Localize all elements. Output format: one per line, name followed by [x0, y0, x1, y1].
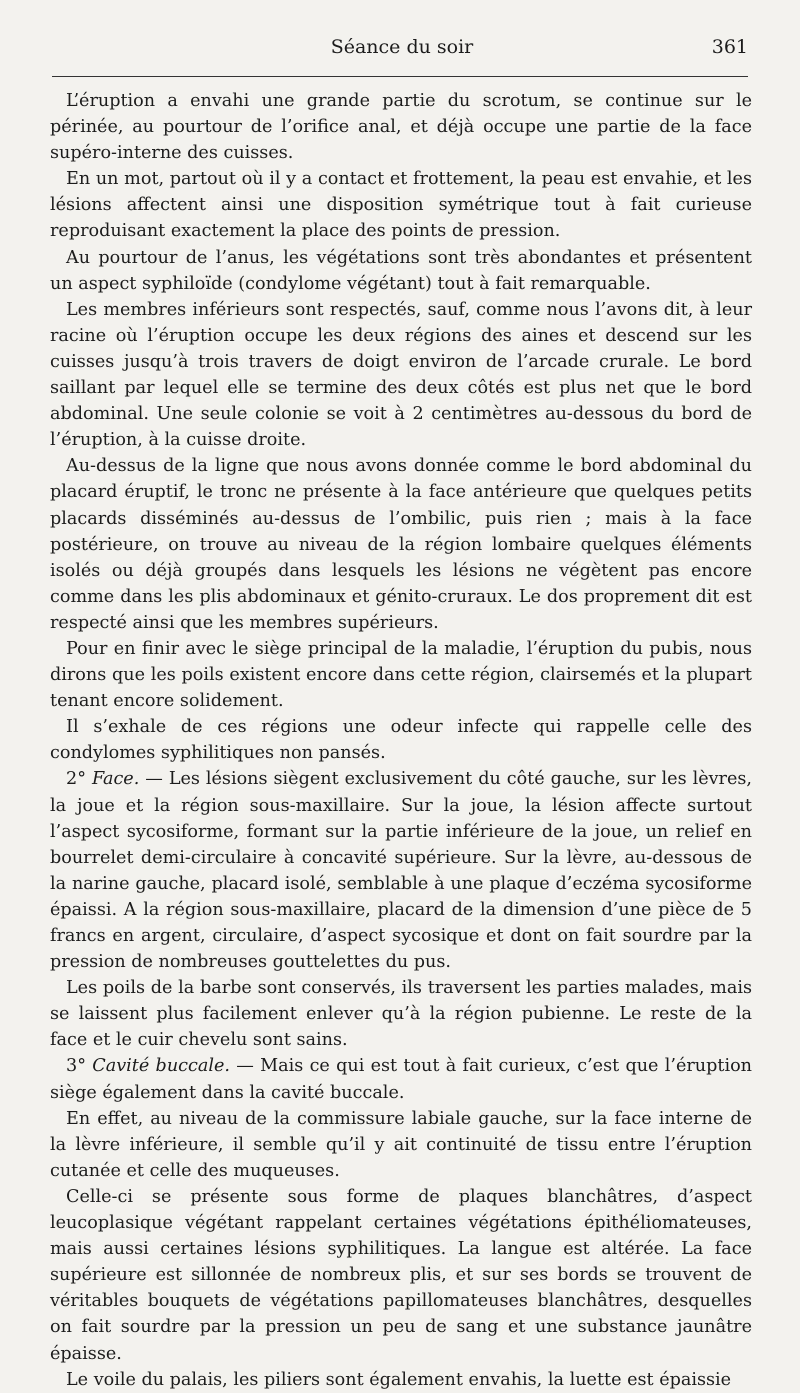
paragraph: L’éruption a envahi une grande partie du scrotum, se continue sur le périnée, au pourtour de l’orifice anal, et déjà occupe une partie de la face supéro-interne des cuisses.: [50, 91, 752, 164]
paragraph: Pour en finir avec le siège principal de la maladie, l’éruption du pubis, nous dirons que les poils existent encore dans cette région, clairsemés et la plupart tenant encore solidement.: [50, 638, 752, 712]
running-header: [52, 36, 752, 64]
page-number: 361: [711, 36, 748, 58]
section-number: 3°: [66, 1056, 93, 1077]
section-number: 2°: [66, 769, 92, 790]
paragraph: Le voile du palais, les piliers sont également envahis, la luette est épaissie: [66, 1369, 732, 1390]
paragraph: Les poils de la barbe sont conservés, ils traversent les parties malades, mais se laissent plus facilement enlever qu’à la région pubienne. Le reste de la face et le cuir chevelu sont sains.: [50, 978, 752, 1051]
section-cavite-buccale: [50, 1053, 752, 1105]
paragraph: Celle-ci se présente sous forme de plaques blanchâtres, d’aspect leucoplasique végétant rappelant certaines végétations épithéliomateuses, mais aussi certaines lésions syphilitiques. La langue est altérée. La face supérieure est sillonnée de nombreux plis, et sur ses bords se trouvent de véritables bouquets de végétations papillomateuses blanchâtres, desquelles on fait sourdre par la pression un peu de sang et une substance jaunâtre épaisse.: [50, 1186, 752, 1364]
paragraph: En un mot, partout où il y a contact et frottement, la peau est envahie, et les lésions affectent ainsi une disposition symétrique tout à fait curieuse reproduisant exactement la place des points de pression.: [50, 169, 752, 242]
paragraph: Au-dessus de la ligne que nous avons donnée comme le bord abdominal du placard éruptif, le tronc ne présente à la face antérieure que quelques petits placards disséminés au-dessus de l’ombilic, puis rien ; mais à la face postérieure, on trouve au niveau de la région lombaire quelques éléments isolés ou déjà groupés dans lesquels les lésions ne végètent pas encore comme dans les plis abdominaux et génito-cruraux. Le dos proprement dit est respecté ainsi que les membres supérieurs.: [50, 456, 752, 633]
header-title: Séance du soir: [330, 36, 474, 58]
section-face: [50, 766, 752, 975]
section-text: — Les lésions siègent exclusivement du côté gauche, sur les lèvres, la joue et la région sous-maxillaire. Sur la joue, la lésion affecte surtout l’aspect sycosiforme, formant sur la partie inférieure de la joue, un relief en bourrelet demi-circulaire à concavité supérieure. Sur la lèvre, au-dessous de la narine gauche, placard isolé, semblable à une plaque d’eczéma sycosiforme épaissi. A la région sous-maxillaire, placard de la dimension d’une pièce de 5 francs en argent, circulaire, d’aspect sycosique et dont on fait sourdre par la pression de nombreuses gouttelettes du pus.: [50, 769, 752, 973]
body-text: [50, 88, 752, 1393]
section-text: — Mais ce qui est tout à fait curieux, c’est que l’éruption siège également dans la cavité buccale.: [50, 1056, 753, 1103]
section-label: Face.: [91, 769, 140, 790]
paragraph: Au pourtour de l’anus, les végétations sont très abondantes et présentent un aspect syphiloïde (condylome végétant) tout à fait remarquable.: [50, 247, 752, 294]
section-label: Cavité buccale.: [92, 1056, 230, 1077]
paragraph: En effet, au niveau de la commissure labiale gauche, sur la face interne de la lèvre inférieure, il semble qu’il y ait continuité de tissu entre l’éruption cutanée et celle des muqueuses.: [50, 1108, 752, 1181]
paragraph: Les membres inférieurs sont respectés, sauf, comme nous l’avons dit, à leur racine où l’éruption occupe les deux régions des aines et descend sur les cuisses jusqu’à trois travers de doigt environ de l’arcade crurale. Le bord saillant par lequel elle se termine des deux côtés est plus net que le bord abdominal. Une seule colonie se voit à 2 centimètres au-dessous du bord de l’éruption, à la cuisse droite.: [50, 299, 752, 451]
paragraph: Il s’exhale de ces régions une odeur infecte qui rappelle celle des condylomes syphilitiques non pansés.: [50, 717, 752, 764]
header-rule: [52, 76, 748, 77]
